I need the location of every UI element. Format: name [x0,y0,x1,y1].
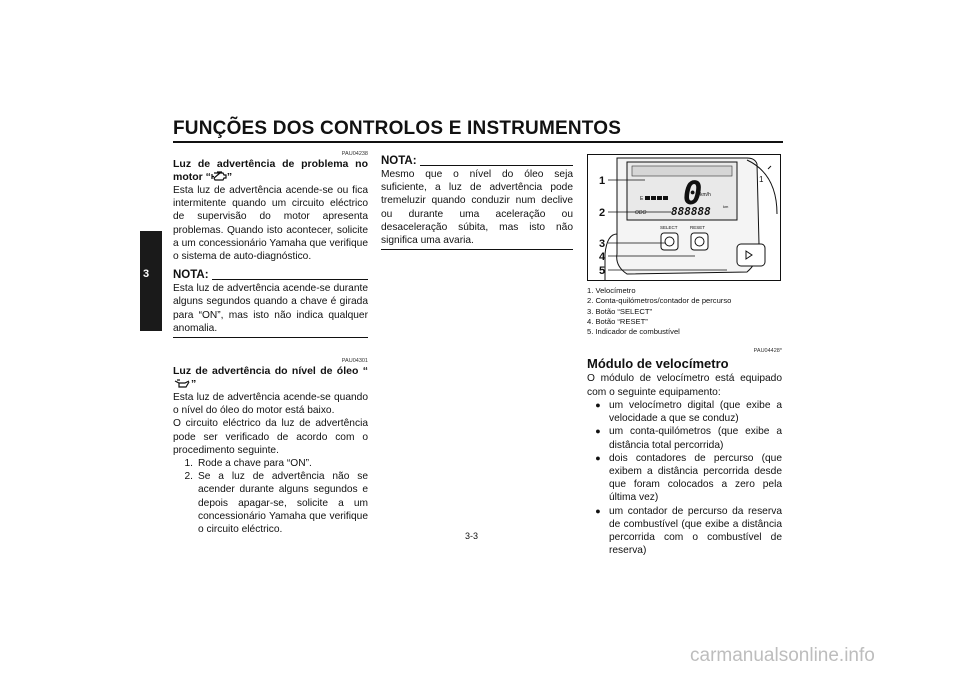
watermark: carmanualsonline.info [690,645,875,666]
caption-item: 5. Indicador de combustível [587,327,680,337]
oil-warning-text: Esta luz de advertência acende-se quando o nível do óleo do motor está baixo. [173,392,368,417]
select-button-drawing [661,233,678,250]
heading-engine-warning: Luz de advertência de problema no motor “ ” [173,158,368,183]
odo-unit: km [723,204,729,209]
caption-item: 1. Velocímetro [587,286,636,295]
note-text: Mesmo que o nível do óleo seja suficiente, a luz de advertência pode tremeluzir quando conduzir num declive ou durante uma aceleração ou desaceleração súbita, mas isto não significa uma avaria. [381,169,573,247]
heading-oil-warning: Luz de advertência do nível de óleo “” [173,365,368,391]
callout-1: 1 [599,175,606,187]
note-heading: NOTA: [381,155,573,168]
speedometer-illustration [587,154,781,281]
procedure-steps [173,457,368,536]
chapter-tab [140,231,162,331]
column-middle [381,151,573,250]
list-item: 1. Rode a chave para “ON”. [184,458,312,470]
oil-circuit-text: O circuito eléctrico da luz de advertência pode ser verificado de acordo com o procedimento seguinte. [173,418,368,456]
select-label: SELECT [660,225,678,230]
section-code: PAU04301 [341,358,368,365]
list-item: ● um contador de percurso da reserva de combustível (que exibe a distância percorrida com o combustível de reserva) [595,505,782,557]
oil-can-icon [173,379,191,388]
callout-5: 5 [599,265,606,277]
title-rule [173,141,783,143]
engine-icon [211,171,227,181]
list-item: ● dois contadores de percurso (que exibem a distância percorrida desde que foram colocados a zero pela última vez) [595,452,782,504]
odo-digits: 888888 [671,205,711,218]
figure-captions [587,286,782,337]
note-end-rule [381,249,573,250]
note-end-rule [173,337,368,338]
callout-2: 2 [599,207,606,219]
callout-4: 4 [599,251,606,263]
chapter-number: 3 [143,268,150,280]
speedometer-intro: O módulo de velocímetro está equipado com o seguinte equipamento: [587,373,782,398]
section-code: PAU04238 [341,151,368,157]
section-code: PAU04428* [753,348,782,355]
engine-warning-text: Esta luz de advertência acende-se ou fica intermitente quando um circuito eléctrico de supervisão do motor apresenta problemas. Quando isto acontecer, solicite a um concessionário Yamaha que verifique o sistema de auto-diagnóstico. [173,185,368,263]
note-text: Esta luz de advertência acende-se durante alguns segundos quando a chave é girada para “ON”, mas isto não indica qualquer anomalia. [173,283,368,334]
tach-number: 1 [759,175,764,184]
column-left [173,151,368,536]
speedometer-figure [587,154,781,281]
heading-speedometer-module: Módulo de velocímetro [587,356,729,372]
reset-label: RESET [690,225,706,230]
equipment-list [587,399,782,557]
odo-label: ODO [635,210,647,216]
list-item: 2. Se a luz de advertência não se acender durante alguns segundos e depois apagar-se, solicite a um concessionário Yamaha que verifique o circuito eléctrico. [184,471,368,536]
note-heading: NOTA: [173,269,368,282]
list-item: ● um velocímetro digital (que exibe a velocidade a que se conduz) [595,399,782,425]
page-number: 3-3 [465,531,479,541]
callout-3: 3 [599,238,606,250]
column-right [587,151,782,557]
caption-item: 2. Conta-quilómetros/contador de percurso [587,296,732,306]
list-item: ● um conta-quilómetros (que exibe a distância total percorrida) [595,426,782,451]
reset-button-drawing [691,233,708,250]
caption-item: 4. Botão “RESET” [587,316,648,326]
unit-label: km/h [700,192,711,198]
fuel-empty-label: E [640,196,644,202]
speed-digit: 0 [683,174,703,212]
page-title: FUNÇÕES DOS CONTROLOS E INSTRUMENTOS [173,118,622,139]
caption-item: 3. Botão “SELECT” [587,306,652,316]
